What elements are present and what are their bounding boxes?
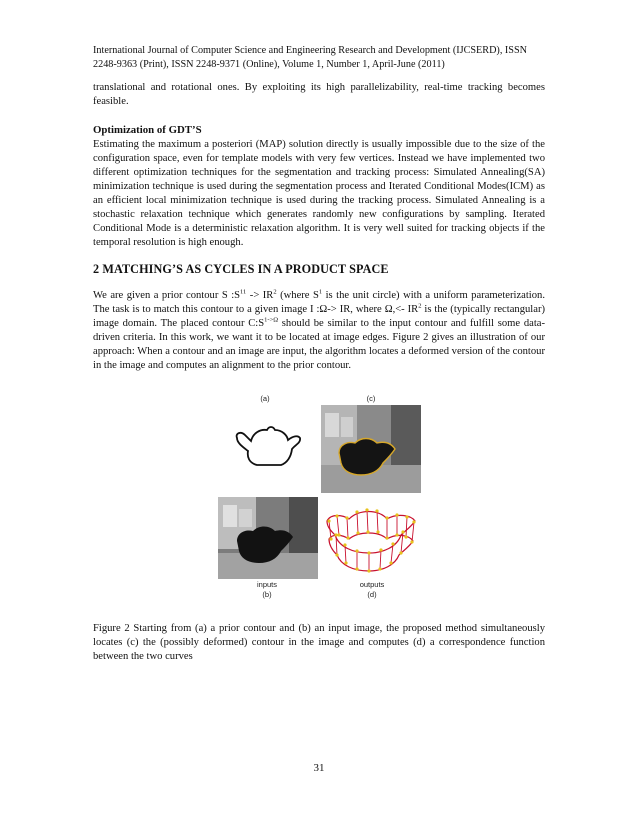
figure-outputs-label: outputs [359, 580, 385, 589]
figure-label-a: (a) [260, 394, 270, 403]
panel-c-located-contour [321, 405, 421, 493]
figure-2 [215, 393, 423, 601]
figure-label-b: (b) [262, 590, 272, 599]
intro-paragraph: translational and rotational ones. By exploiting its high parallelizability, real-time tracking becomes feasible. [93, 82, 545, 107]
optimization-heading: Optimization of GDT’S [93, 124, 202, 136]
header-line-1: International Journal of Computer Science and Engineering Research and Development (IJCSERD), ISSN [93, 45, 527, 56]
journal-header [93, 44, 545, 72]
panel-b-input-image [218, 497, 318, 579]
panel-a-prior-contour [218, 405, 318, 493]
figure-label-d: (d) [367, 590, 377, 599]
section-heading: 2 MATCHING’S AS CYCLES IN A PRODUCT SPACE [93, 262, 389, 276]
figure-inputs-label: inputs [256, 580, 278, 589]
page-number: 31 [313, 762, 325, 774]
figure-caption: Figure 2 Starting from (a) a prior contour and (b) an input image, the proposed method simultaneously locates (c) the (possibly deformed) contour in the image and computes (d) a correspondence function between the two curves [93, 623, 545, 662]
figure-label-c: (c) [366, 394, 376, 403]
panel-d-correspondence [321, 497, 421, 579]
optimization-paragraph: Estimating the maximum a posteriori (MAP) solution directly is usually impossible due to the size of the configuration space, even for template models with very few vertices. Instead we have implemented two different optimization techniques for the segmentation and tracking process: Simulated Annealing(SA) minimization technique is used during the segmentation process and Iterated Conditional Modes(ICM) as an efficient local minimization technique is used during the tracking process. Simulated Annealing is a stochastic relaxation technique which generates randomly new configurations by sampling. Iterated Conditional Mode is a deterministic relaxation algorithm. It is very well suited for tracking objects if the temporal resolution is high enough. [93, 139, 545, 248]
matching-paragraph: We are given a prior contour S $:S^{11} -> IR^2$ (where $S^1$ is the unit circle) with a uniform parameterization. The task is to match this contour to a given image I :Ω-> IR, where Ω,<- $IR^2$ is the (typically rectangular) image domain. The placed contour $C:S^{1->\Omega}$ should be similar to the input contour and fulfill some data-driven criteria. In this work, we want it to be located at image edges. Figure 2 gives an illustration of our approach: When a contour and an image are input, the algorithm locates a deformed version of the contour in the image and computes an alignment to the prior contour. [93, 288, 545, 371]
header-line-2: 2248-9363 (Print), ISSN 2248-9371 (Online), Volume 1, Number 1, April-June (2011) [93, 59, 445, 70]
